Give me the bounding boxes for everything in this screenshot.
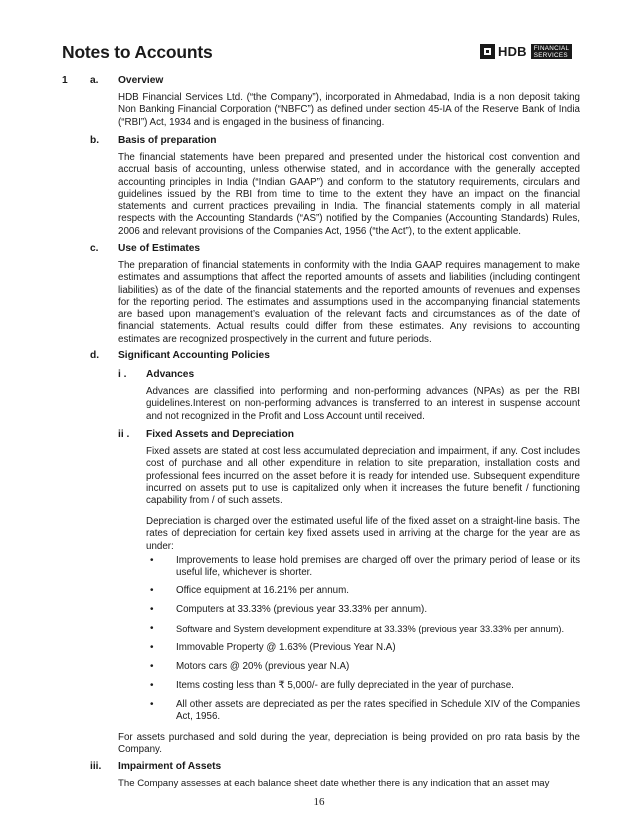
section-d-heading: Significant Accounting Policies xyxy=(118,350,270,361)
note-number: 1 xyxy=(62,75,68,86)
bullet-icon: • xyxy=(150,604,154,615)
hdb-logo xyxy=(480,44,572,59)
subsection-i-label: i . xyxy=(118,369,127,380)
section-c-text: The preparation of financial statements in conformity with the India GAAP requires management to make estimates and assumptions that affect the reported amounts of assets and liabilities (including contingent liabilities) as of the date of the financial statements and the reported amounts of revenues and expenses for the reporting period. The estimates and assumptions used in the accompanying financial statements are based upon management’s evaluation of the relevant facts and circumstances as of the date of financial statements. Actual results could differ from these estimates. Any revisions to accounting estimates are recognized prospectively in the current and future periods. xyxy=(118,260,580,345)
logo-line-2: SERVICES xyxy=(533,51,568,59)
subsection-ii-text-3: For assets purchased and sold during the year, depreciation is being provided on pro rata basis by the Company. xyxy=(118,732,580,756)
subsection-i-heading: Advances xyxy=(146,369,195,380)
bullet-item-1: Improvements to lease hold premises are charged off over the primary period of lease or its useful life, whichever is shorter. xyxy=(176,555,580,579)
section-b-label: b. xyxy=(90,135,100,146)
section-c-label: c. xyxy=(90,243,99,254)
logo-line-1: FINANCIAL xyxy=(533,44,570,52)
subsection-ii-text-2: Depreciation is charged over the estimated useful life of the fixed asset on a straight-line basis. The rates of depreciation for certain key fixed assets used in arriving at the charge for the year are as under: xyxy=(146,516,580,552)
bullet-icon: • xyxy=(150,623,154,634)
logo-brand: HDB xyxy=(498,44,527,59)
section-a-text: HDB Financial Services Ltd. (“the Company”), incorporated in Ahmedabad, India is a non deposit taking Non Banking Financial Corporation (“NBFC”) as defined under section 45-IA of the Reserve Bank of India (“RBI”) Act, 1934 and is engaged in the business of financing. xyxy=(118,92,580,128)
bullet-icon: • xyxy=(150,642,154,653)
section-a-heading: Overview xyxy=(118,75,164,86)
subsection-iii-text: The Company assesses at each balance sheet date whether there is any indication that an asset may xyxy=(118,778,550,789)
bullet-icon: • xyxy=(150,555,154,566)
bullet-item-8: All other assets are depreciated as per the rates specified in Schedule XIV of the Companies Act, 1956. xyxy=(176,699,580,723)
subsection-ii-text-1: Fixed assets are stated at cost less accumulated depreciation and impairment, if any. Cost includes cost of purchase and all other expenditure in relation to site preparation, installation costs and professional fees incurred on the asset before it is ready for intended use. Subsequent expenditure incurred on assets put to use is capitalized only when it increases the future benefit / functioning capability from / of such assets. xyxy=(146,446,580,507)
section-d-label: d. xyxy=(90,350,100,361)
bullet-item-4: Software and System development expenditure at 33.33% (previous year 33.33% per annum). xyxy=(176,624,565,634)
bullet-icon: • xyxy=(150,680,154,691)
bullet-item-3: Computers at 33.33% (previous year 33.33% per annum). xyxy=(176,604,428,615)
section-b-text: The financial statements have been prepared and presented under the historical cost convention and accrual basis of accounting, unless otherwise stated, and in accordance with the generally accepted accounting principles in India (“Indian GAAP”) and conform to the statutory requirements, circulars and guidelines issued by the RBI from time to time to the extent they have an impact on the financial statements and current practices prevailing in India. The financial statements comply in all material respects with the Accounting Standards (“AS”) notified by the Companies (Accounting Standards) Rules, 2006 and relevant provisions of the Companies Act, 1956 (“the Act”), to the extent applicable. xyxy=(118,152,580,237)
subsection-iii-label: iii. xyxy=(90,761,102,772)
hdb-logo-icon xyxy=(480,44,495,59)
bullet-icon: • xyxy=(150,661,154,672)
section-c-heading: Use of Estimates xyxy=(118,243,201,254)
page-title: Notes to Accounts xyxy=(62,42,213,62)
page-number: 16 xyxy=(313,796,325,808)
section-a-label: a. xyxy=(90,75,99,86)
bullet-item-2: Office equipment at 16.21% per annum. xyxy=(176,585,350,596)
bullet-icon: • xyxy=(150,585,154,596)
bullet-item-6: Motors cars @ 20% (previous year N.A) xyxy=(176,661,350,672)
bullet-item-5: Immovable Property @ 1.63% (Previous Year N.A) xyxy=(176,642,396,653)
subsection-ii-label: ii . xyxy=(118,429,130,440)
subsection-iii-heading: Impairment of Assets xyxy=(118,761,222,772)
bullet-icon: • xyxy=(150,699,154,710)
bullet-item-7: Items costing less than ₹ 5,000/- are fully depreciated in the year of purchase. xyxy=(176,680,514,691)
section-b-heading: Basis of preparation xyxy=(118,135,217,146)
logo-tagline xyxy=(531,44,573,59)
subsection-ii-heading: Fixed Assets and Depreciation xyxy=(146,429,294,440)
subsection-i-text: Advances are classified into performing and non-performing advances (NPAs) as per the RBI guidelines.Interest on non-performing advances is transferred to an interest in suspense account and not recognized in the Profit and Loss Account until received. xyxy=(146,386,580,422)
